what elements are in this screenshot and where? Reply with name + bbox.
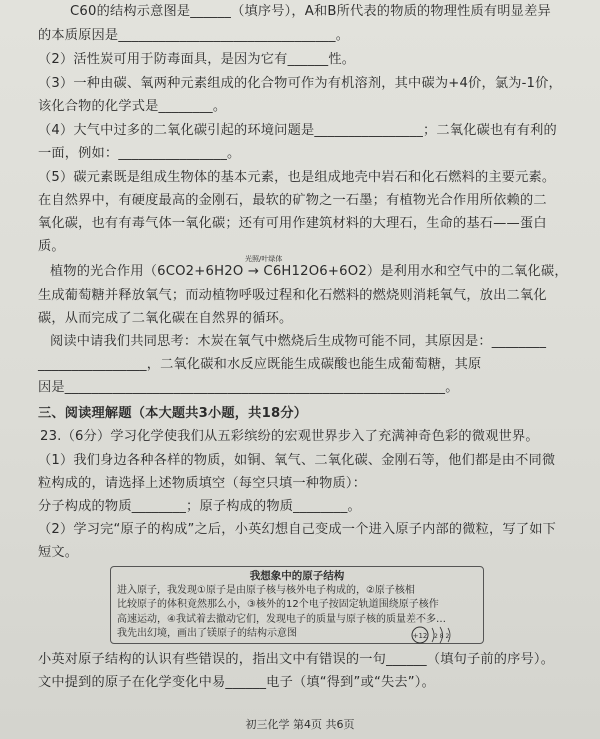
text-line: 碳，从而完成了二氧化碳在自然界的循环。 (38, 311, 293, 326)
question-23: 23.（6分）学习化学使我们从五彩缤纷的宏观世界步入了充满神奇色彩的微观世界。 (40, 429, 539, 444)
text-line: 质。 (38, 239, 65, 254)
essay-line: 高速运动，④我试着去撤动它们，发现电子的质量与原子核的质量差不多… (117, 613, 446, 625)
text-line: 该化合物的化学式是________。 (38, 99, 227, 114)
page-footer: 初三化学 第4页 共6页 (245, 718, 355, 731)
essay-line: 比较原子的体积竟然那么小，③核外的12个电子按固定轨道围绕原子核作 (117, 599, 439, 610)
essay-title: 我想象中的原子结构 (249, 570, 345, 582)
atom-nucleus: +12 (412, 632, 428, 640)
text-line: 文中提到的原子在化学变化中易______电子（填“得到”或“失去”）。 (38, 675, 435, 690)
text-line: 一面，例如：________________。 (38, 146, 241, 161)
text-line: 在自然界中，有硬度最高的金刚石，最软的矿物之一石墨；有植物光合作用所依赖的二 (38, 193, 547, 208)
text-line: （2）活性炭可用于防毒面具，是因为它有______性。 (38, 52, 356, 67)
atom-shells: 2 8 2 (434, 633, 450, 640)
text-line: 短文。 (38, 545, 79, 560)
text-line: ________________，二氧化碳和水反应既能生成碳酸也能生成葡萄糖，其原 (38, 357, 482, 372)
text-line: 小英对原子结构的认识有些错误的，指出文中有错误的一句______（填句子前的序号）。 (38, 652, 555, 667)
text-line: 粒构成的，请选择上述物质填空（每空只填一种物质）： (38, 476, 367, 491)
text-line: （5）碳元素既是组成生物体的基本元素，也是组成地壳中岩石和化石燃料的主要元素。 (38, 170, 556, 185)
text-line: 阅读中请我们共同思考：木炭在氧气中燃烧后生成物可能不同，其原因是：________ (50, 334, 547, 349)
text-line: （4）大气中过多的二氧化碳引起的环境问题是________________；二氧化碳也有有利的 (38, 123, 557, 138)
essay-line: 我先出幻境，画出了镁原子的结构示意图 (117, 628, 297, 639)
text-line: 生成葡萄糖并释放氧气；而动植物呼吸过程和化石燃料的燃烧则消耗氧气，放出二氧化 (38, 288, 547, 303)
text-line: （3）一种由碳、氧两种元素组成的化合物可作为有机溶剂，其中碳为+4价，氯为-1价， (38, 76, 562, 91)
text-line: 氧化碳，也有有毒气体一氧化碳；还有可用作建筑材料的大理石，生命的基石——蛋白 (38, 216, 547, 231)
text-line: C60的结构示意图是______（填序号），A和B所代表的物质的物理性质有明显差异 (70, 4, 551, 19)
reaction-condition: 光照/叶绿体 (245, 255, 283, 263)
text-line: 分子构成的物质________；原子构成的物质________。 (38, 499, 361, 514)
essay-line: 进入原子，我发现①原子是由原子核与核外电子构成的，②原子核相 (117, 584, 415, 596)
text-line: 因是________________________________________________________。 (38, 380, 459, 395)
text-line: （1）我们身边各种各样的物质，如铜、氧气、二氧化碳、金刚石等，他们都是由不同微 (38, 453, 556, 468)
essay-box (110, 566, 484, 644)
text-line: （2）学习完“原子的构成”之后，小英幻想自己变成一个进入原子内部的微粒，写了如下 (38, 522, 556, 537)
section-heading: 三、阅读理解题（本大题共3小题，共18分） (38, 406, 308, 421)
text-line: 的本质原因是________________________________。 (38, 28, 350, 43)
text-line: 植物的光合作用（6CO2+6H2O → C6H12O6+6O2）是利用水和空气中的二氧化碳， (50, 264, 568, 279)
magnesium-atom-diagram (411, 625, 461, 645)
